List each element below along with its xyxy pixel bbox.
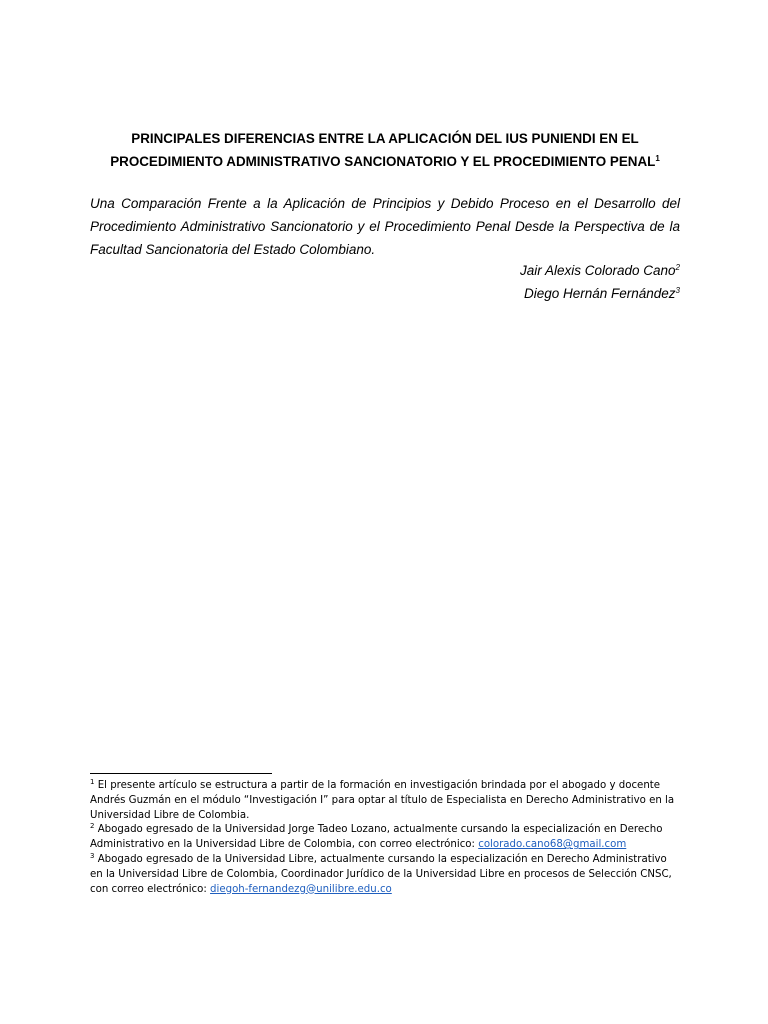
author-1 bbox=[90, 259, 680, 282]
footnote-3-text-1: Abogado egresado de la Universidad Libre, actualmente cursando la especialización en Derecho Administrativo bbox=[94, 853, 667, 865]
footnote-2-line-1 bbox=[90, 823, 680, 838]
author-2-name: Diego Hernán Fernández bbox=[523, 286, 676, 301]
author-2-footnote-ref[interactable]: 3 bbox=[675, 286, 680, 295]
footnote-3-line-1 bbox=[90, 853, 680, 868]
title-footnote-ref[interactable]: 1 bbox=[655, 154, 660, 163]
title-line-1: PRINCIPALES DIFERENCIAS ENTRE LA APLICACIÓN DEL IUS PUNIENDI EN EL bbox=[131, 131, 639, 146]
footnote-1-mark: 1 bbox=[90, 778, 95, 786]
footnote-3-text-3: con correo electrónico: bbox=[90, 883, 211, 895]
subtitle-line-2: Procedimiento Administrativo Sancionatorio y el Procedimiento Penal Desde la Perspectiva de la bbox=[90, 219, 680, 234]
author-1-name: Jair Alexis Colorado Cano bbox=[519, 263, 676, 278]
footnote-2-text-2: Administrativo en la Universidad Libre de Colombia, con correo electrónico: bbox=[90, 839, 479, 851]
title-line-2: PROCEDIMIENTO ADMINISTRATIVO SANCIONATORIO Y EL PROCEDIMIENTO PENAL bbox=[110, 154, 656, 169]
footnote-3-line-2: en la Universidad Libre de Colombia, Coordinador Jurídico de la Universidad Libre en procesos de Selección CNSC, bbox=[90, 868, 672, 880]
footnote-3-line-3 bbox=[90, 883, 680, 898]
author-1-footnote-ref[interactable]: 2 bbox=[675, 263, 680, 272]
authors-block bbox=[90, 259, 680, 305]
footnote-2-mark: 2 bbox=[90, 822, 95, 831]
footnotes bbox=[90, 779, 680, 897]
author-2 bbox=[90, 282, 680, 305]
subtitle-line-3: Facultad Sancionatoria del Estado Colombiano. bbox=[90, 242, 376, 257]
footnote-1-text-1: El presente artículo se estructura a partir de la formación en investigación brindada por el abogado y docente bbox=[94, 780, 661, 791]
subtitle-line-1: Una Comparación Frente a la Aplicación de Principios y Debido Proceso en el Desarrollo del bbox=[90, 196, 680, 211]
footnote-2-text-1: Abogado egresado de la Universidad Jorge Tadeo Lozano, actualmente cursando la especialización en Derecho bbox=[94, 824, 663, 836]
footnote-3-email-link[interactable]: diegoh-fernandezg@unilibre.edu.co bbox=[210, 883, 392, 895]
footnote-1-line-1 bbox=[90, 779, 680, 794]
footnote-2-email-link[interactable]: colorado.cano68@gmail.com bbox=[478, 839, 627, 851]
footnote-separator bbox=[90, 773, 272, 774]
footnote-2-line-2 bbox=[90, 838, 680, 853]
footnote-1-line-3: Universidad Libre de Colombia. bbox=[90, 809, 250, 821]
document-subtitle bbox=[90, 192, 680, 261]
footnote-1-line-2: Andrés Guzmán en el módulo “Investigación I” para optar al título de Especialista en Derecho Administrativo en la bbox=[90, 794, 675, 806]
footnote-3-mark: 3 bbox=[90, 851, 95, 860]
document-title bbox=[90, 127, 680, 173]
